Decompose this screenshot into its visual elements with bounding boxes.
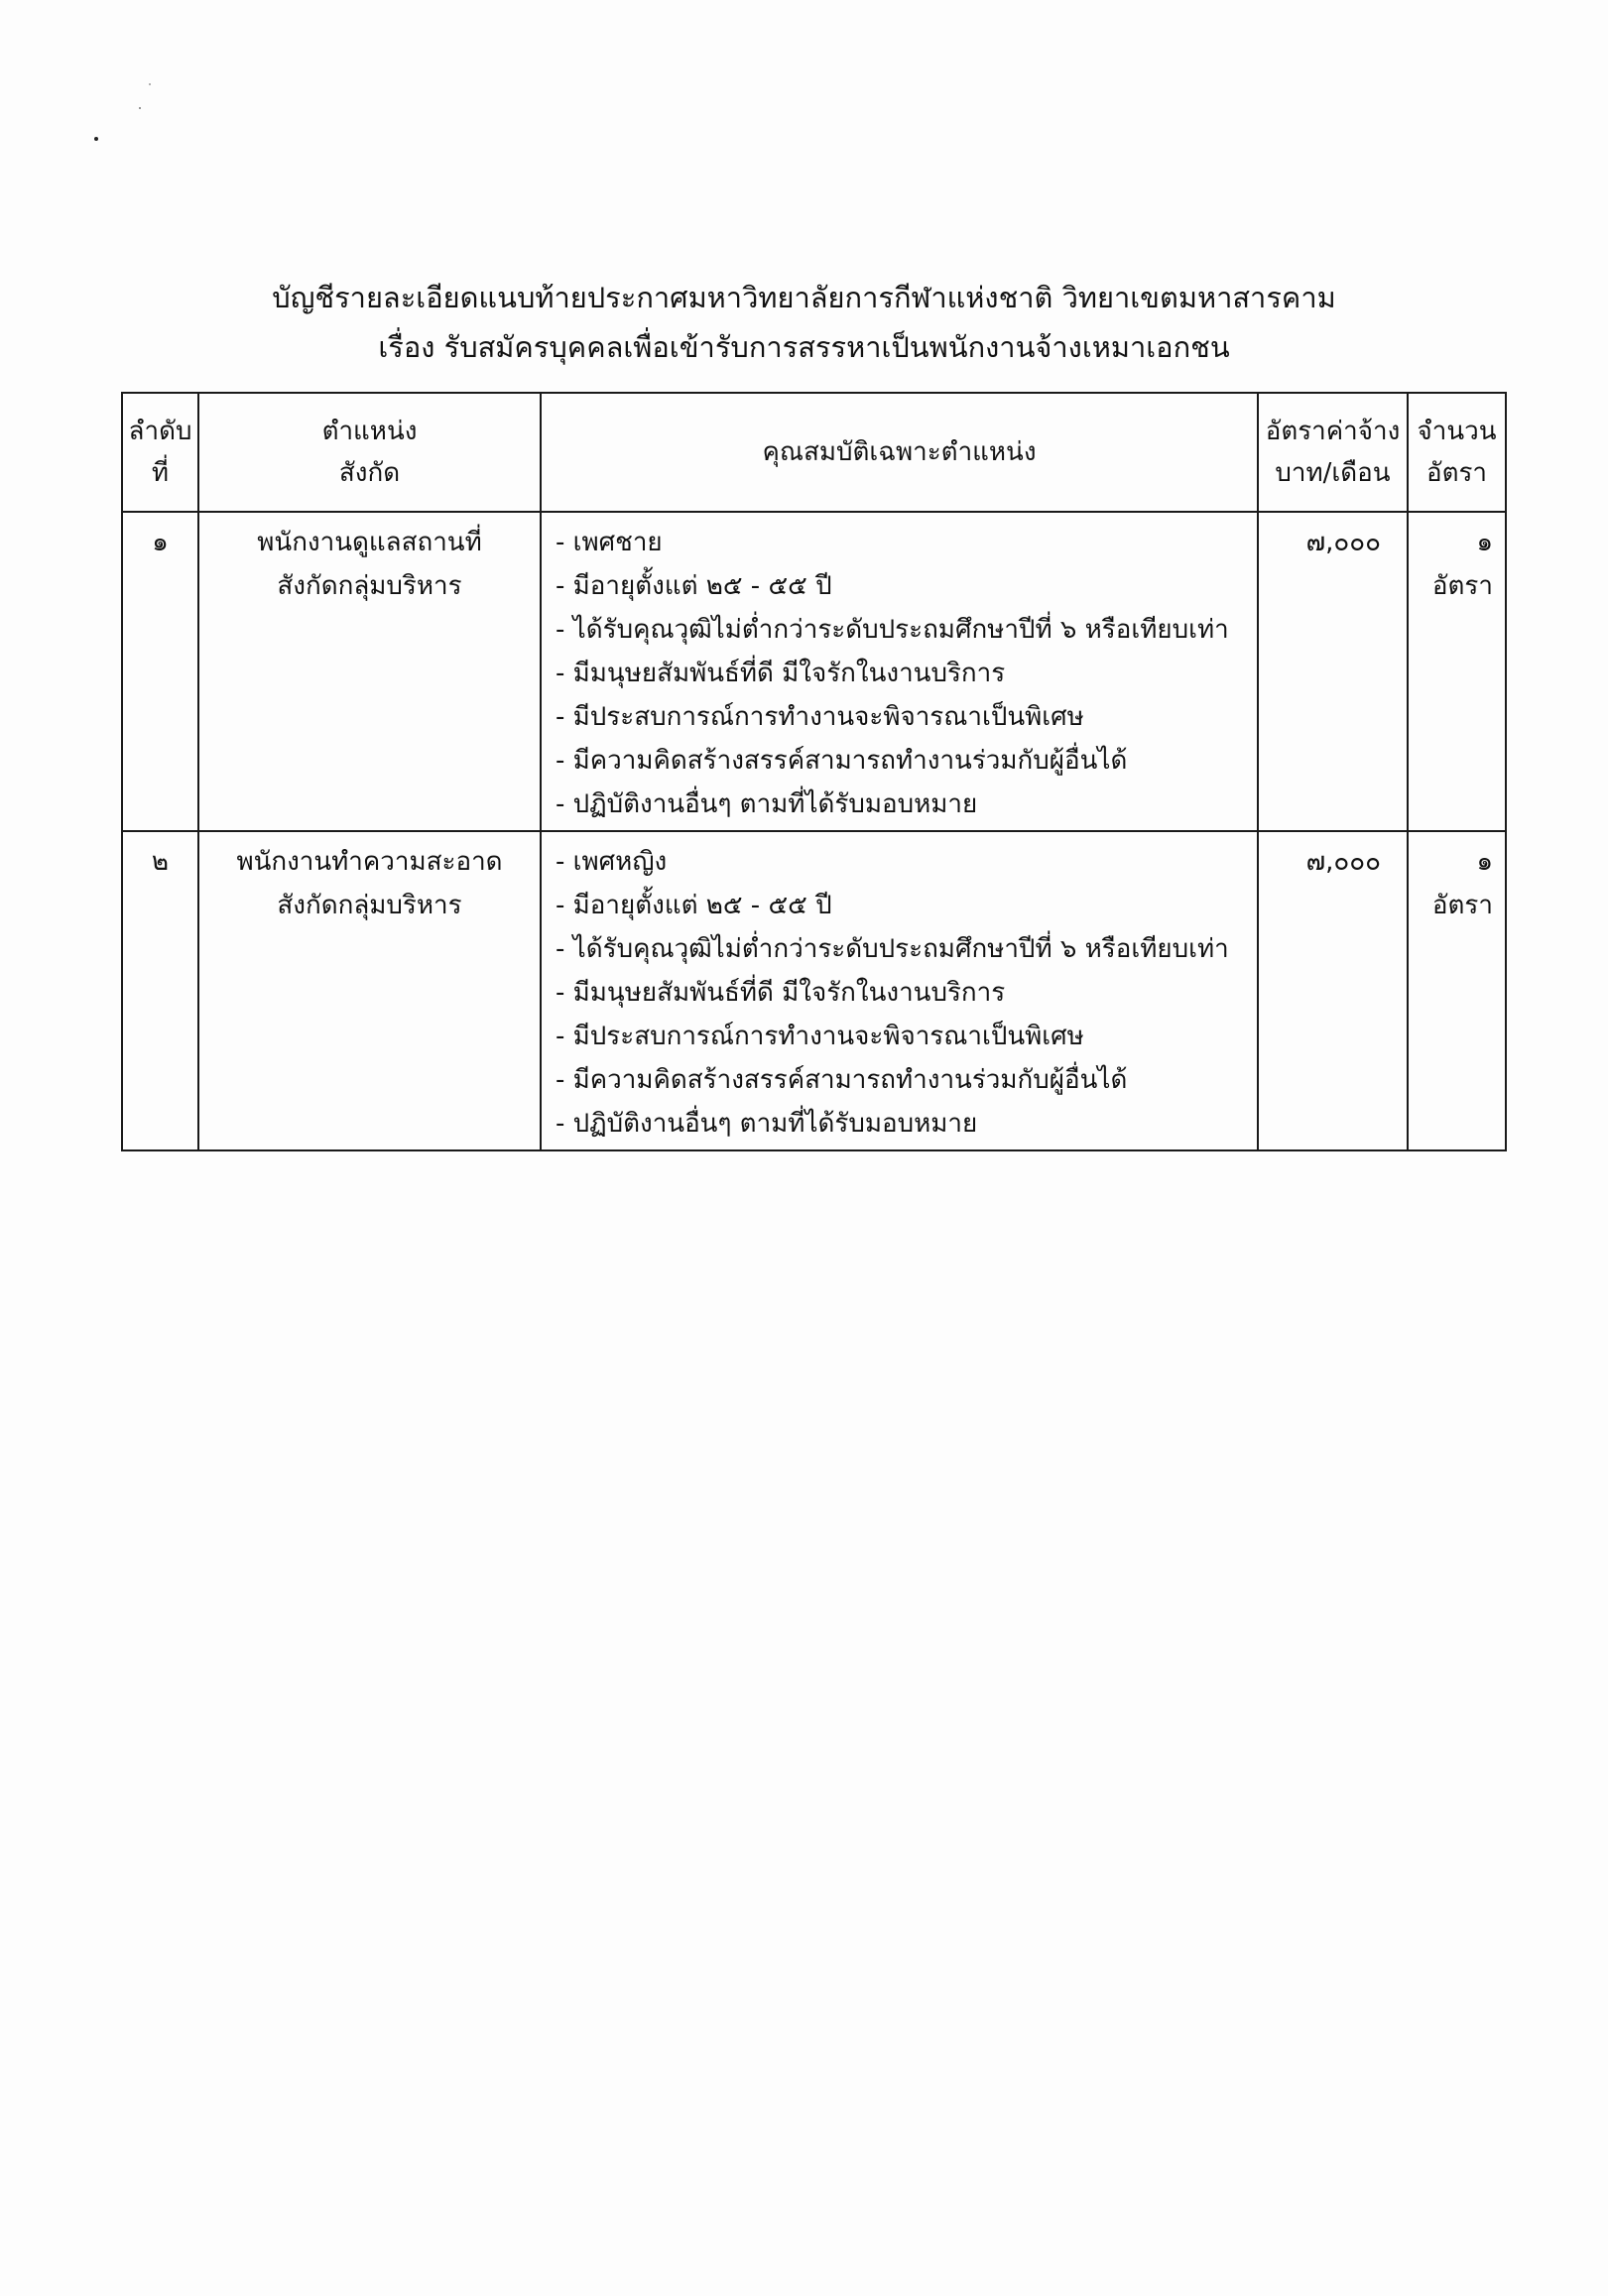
cell-no: ๑ [122,512,198,831]
document-title: บัญชีรายละเอียดแนบท้ายประกาศมหาวิทยาลัยการกีฬาแห่งชาติ วิทยาเขตมหาสารคาม [272,281,1336,314]
position-title: พนักงานทำความสะอาด [236,847,503,877]
scan-speck [139,107,141,109]
cell-qualifications [541,512,1258,831]
header-count [1408,393,1506,512]
cell-rate: ๗,๐๐๐ [1258,831,1408,1150]
cell-count: ๑ อัตรา [1408,512,1506,831]
qualification-item: - มีมนุษยสัมพันธ์ที่ดี มีใจรักในงานบริการ [556,659,1006,688]
header-rate [1258,393,1408,512]
qualification-item: - มีความคิดสร้างสรรค์สามารถทำงานร่วมกับผู้อื่นได้ [556,1065,1128,1095]
qualification-item: - มีประสบการณ์การทำงานจะพิจารณาเป็นพิเศษ [556,702,1084,732]
table-row [122,831,1506,1150]
qualification-item: - ปฏิบัติงานอื่นๆ ตามที่ได้รับมอบหมาย [556,789,978,819]
table-header-row [122,393,1506,512]
header-position-line1: ตำแหน่ง [321,417,418,446]
position-title: พนักงานดูแลสถานที่ [257,528,482,557]
cell-position [198,512,541,831]
table-row [122,512,1506,831]
qualification-item: - มีอายุตั้งแต่ ๒๕ - ๕๕ ปี [556,571,832,601]
document-subject: เรื่อง รับสมัครบุคคลเพื่อเข้ารับการสรรหาเป็นพนักงานจ้างเหมาเอกชน [378,330,1230,364]
header-no-line1: ลำดับ [128,417,192,446]
cell-position [198,831,541,1150]
header-rate-line1: อัตราค่าจ้าง [1265,417,1401,446]
header-count-line1: จำนวน [1417,417,1497,446]
header-rate-line2: บาท/เดือน [1275,458,1391,488]
cell-count: ๑ อัตรา [1408,831,1506,1150]
qualification-item: - มีมนุษยสัมพันธ์ที่ดี มีใจรักในงานบริการ [556,978,1006,1008]
qualification-item: - เพศหญิง [556,847,668,877]
qualification-item: - มีความคิดสร้างสรรค์สามารถทำงานร่วมกับผู้อื่นได้ [556,746,1128,776]
qualification-item: - มีอายุตั้งแต่ ๒๕ - ๕๕ ปี [556,891,832,920]
position-unit: สังกัดกลุ่มบริหาร [277,891,462,920]
qualification-item: - ปฏิบัติงานอื่นๆ ตามที่ได้รับมอบหมาย [556,1109,978,1139]
qualification-item: - ได้รับคุณวุฒิไม่ต่ำกว่าระดับประถมศึกษาปีที่ ๖ หรือเทียบเท่า [556,615,1229,645]
qualification-item: - เพศชาย [556,528,663,557]
qualification-item: - ได้รับคุณวุฒิไม่ต่ำกว่าระดับประถมศึกษาปีที่ ๖ หรือเทียบเท่า [556,934,1229,964]
cell-no: ๒ [122,831,198,1150]
scan-speck [94,137,98,141]
header-position [198,393,541,512]
cell-rate: ๗,๐๐๐ [1258,512,1408,831]
scan-speck [149,83,151,85]
header-position-line2: สังกัด [338,458,401,488]
position-unit: สังกัดกลุ่มบริหาร [277,571,462,601]
qualification-item: - มีประสบการณ์การทำงานจะพิจารณาเป็นพิเศษ [556,1022,1084,1051]
header-no [122,393,198,512]
position-table [121,392,1507,1151]
cell-qualifications [541,831,1258,1150]
header-qualifications: คุณสมบัติเฉพาะตำแหน่ง [541,393,1258,512]
header-no-line2: ที่ [151,458,170,488]
header-count-line2: อัตรา [1425,458,1488,488]
